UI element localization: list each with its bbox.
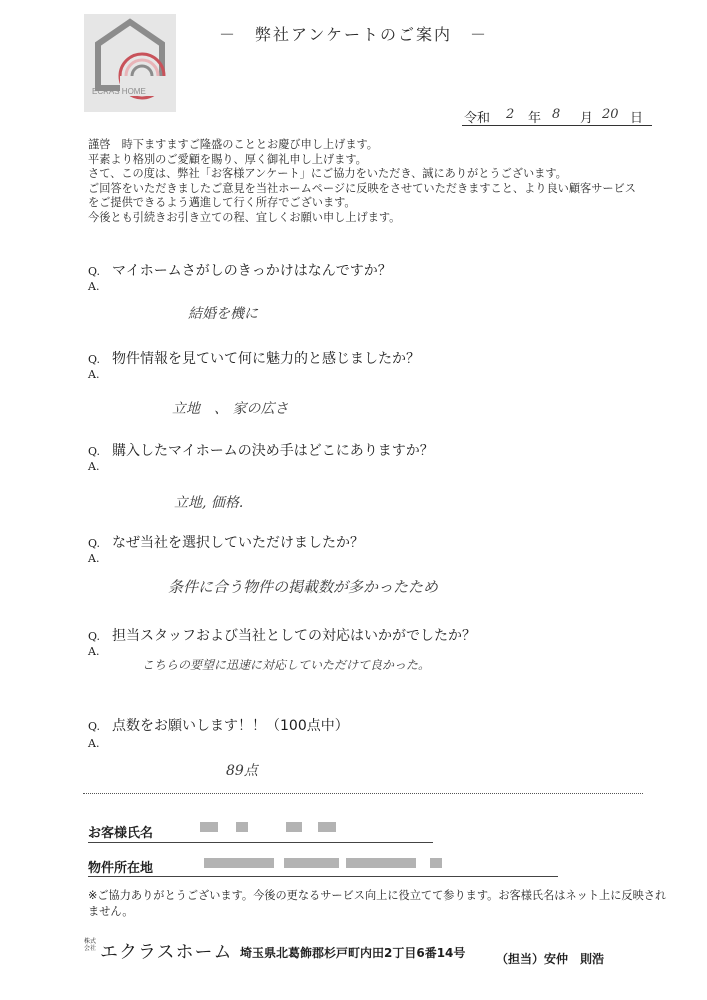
question-text: マイホームさがしのきっかけはなんですか？: [112, 263, 392, 279]
customer-name-label: お客様氏名: [88, 826, 154, 841]
answer-6: 89点: [226, 763, 258, 779]
question-5: [88, 625, 476, 645]
company-name: エクラスホーム: [100, 942, 233, 963]
greeting-line: 今後とも引続きお引き立ての程、宜しくお願い申し上げます。: [88, 210, 401, 224]
q-label: Q.: [88, 445, 100, 458]
greeting-text: [88, 138, 668, 225]
question-text: 物件情報を見ていて何に魅力的と感じましたか？: [112, 351, 420, 367]
a-label: A.: [88, 368, 100, 381]
date-year-label: 年: [528, 111, 542, 126]
answer-2: 立地 、 家の広さ: [172, 401, 289, 417]
q-label: Q.: [88, 630, 100, 643]
property-address-redacted: [204, 858, 464, 870]
date-year-value: 2: [506, 107, 515, 122]
date-month-label: 月: [580, 111, 594, 126]
greeting-line: さて、この度は、弊社「お客様アンケート」にご協力をいただき、誠にありがとうございます。: [88, 167, 567, 180]
question-text: 点数をお願いします！！（100点中）: [112, 718, 349, 734]
customer-name-underline: [88, 842, 433, 843]
a-label: A.: [88, 645, 100, 658]
question-4: [88, 532, 364, 552]
date-era: 令和: [464, 111, 491, 126]
company-type-label: 株式会社: [84, 938, 97, 952]
answer-1: 結婚を機に: [188, 306, 258, 322]
greeting-line: をご提供できるよう邁進して行く所存でございます。: [88, 196, 356, 209]
a-label: A.: [88, 737, 100, 750]
a-label: A.: [88, 460, 100, 473]
q-label: Q.: [88, 265, 100, 278]
company-address: 埼玉県北葛飾郡杉戸町内田2丁目6番14号: [240, 946, 466, 960]
greeting-line: ご回答をいただきましたご意見を当社ホームページに反映をさせていただきますこと、より良い顧客サービス: [88, 181, 636, 195]
document-title: － 弊社アンケートのご案内 －: [218, 25, 489, 44]
date-day-label: 日: [630, 111, 644, 126]
q-label: Q.: [88, 537, 100, 550]
question-3: [88, 440, 434, 460]
customer-name-redacted: [200, 822, 350, 834]
logo-text-line1: ECRAS HOME: [92, 87, 146, 96]
date-day-value: 20: [602, 107, 619, 122]
question-1: [88, 260, 392, 280]
footer-note: ※ご協力ありがとうございます。今後の更なるサービス向上に役立てて参ります。お客様氏名はネット上に反映されません。: [88, 889, 667, 918]
date-field: [462, 107, 652, 126]
property-address-underline: [88, 876, 558, 877]
answer-4: 条件に合う物件の掲載数が多かったため: [168, 578, 439, 596]
q-label: Q.: [88, 720, 100, 733]
question-2: [88, 348, 420, 368]
question-6: [88, 715, 349, 735]
question-text: 購入したマイホームの決め手はどこにありますか？: [112, 443, 434, 459]
question-text: 担当スタッフおよび当社としての対応はいかがでしたか？: [112, 628, 476, 644]
question-text: なぜ当社を選択していただけましたか？: [112, 535, 364, 551]
date-month-value: 8: [552, 107, 561, 122]
answer-3: 立地, 価格.: [174, 495, 244, 511]
property-address-label: 物件所在地: [88, 861, 154, 876]
staff-name: （担当）安仲 則浩: [496, 952, 605, 966]
dotted-divider: [83, 793, 643, 794]
greeting-line: 謹啓 時下ますますご隆盛のこととお慶び申し上げます。: [88, 138, 378, 151]
a-label: A.: [88, 552, 100, 565]
greeting-line: 平素より格別のご愛顧を賜り、厚く御礼申し上げます。: [88, 152, 367, 166]
answer-5: こちらの要望に迅速に対応していただけて良かった。: [142, 658, 431, 672]
q-label: Q.: [88, 353, 100, 366]
a-label: A.: [88, 280, 100, 293]
